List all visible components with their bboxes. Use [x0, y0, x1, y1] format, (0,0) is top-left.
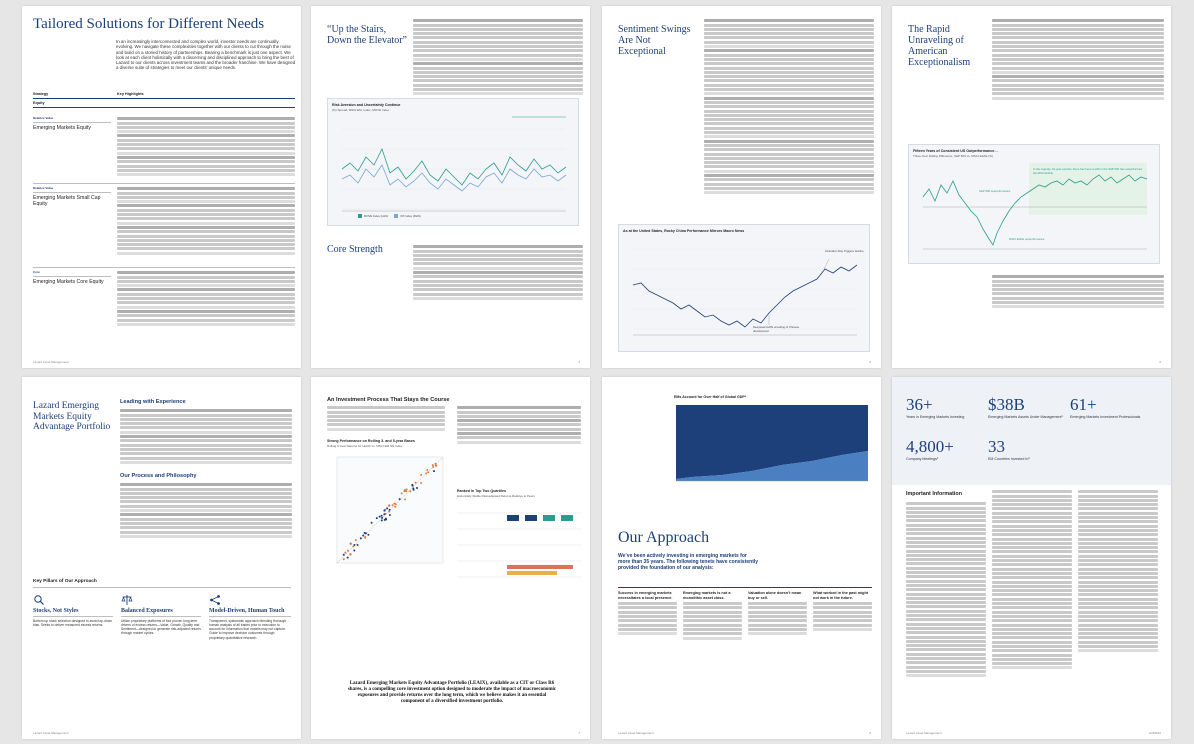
stat-label: EM Countries Invested In³ [988, 457, 1030, 461]
quartile-svg [457, 501, 581, 581]
strategy-tag: Relative Value [33, 186, 54, 190]
strategy-tag: Relative Value [33, 116, 54, 120]
tenet-title: Success in emerging markets necessitates a local presence. [618, 591, 673, 600]
section-heading: Leading with Experience [120, 399, 186, 405]
tenet-card [748, 591, 807, 641]
scatter-point [401, 492, 403, 494]
scatter-point [435, 465, 437, 467]
pillar-card [209, 593, 291, 640]
page-number: 5 [869, 360, 871, 364]
scatter-point [381, 515, 383, 517]
page-footer: Lazard Asset Management [618, 731, 654, 735]
risk-chart [327, 98, 579, 226]
scatter-point [405, 490, 407, 492]
stat-value: 33 [988, 437, 1005, 456]
quartile-table [457, 489, 581, 581]
legend-vix: VIX Index (RHS) [394, 214, 421, 218]
page-number: 7 [578, 731, 580, 735]
page-footer: Lazard Asset Management [33, 360, 69, 364]
us-chart [908, 144, 1160, 264]
move-index-line [342, 149, 566, 185]
page-title: Lazard Emerging Markets Equity Advantage Portfolio [33, 401, 111, 432]
callout-liberation-day: Liberation Day Triggers decline [825, 249, 864, 253]
callout-deepseek: Deepseek tariffs unveiling of Chinese development [753, 325, 800, 333]
scatter-point [357, 544, 359, 546]
scatter-point [404, 498, 406, 500]
stat-value: 61+ [1070, 395, 1097, 414]
highlights-column-header: Key Highlights [117, 92, 144, 96]
pillar-title: Stocks, Not Styles [33, 608, 79, 614]
stat-item [988, 437, 1068, 461]
strategy-row [33, 116, 295, 182]
intro-paragraph: In an increasingly interconnected and complex world, investor needs are continually evolving. We navigate these complexities together with our clients to cut through the noise and build on a storied history of partnerships. Bearing a benchmark is just one aspect. We look at each client holistically with a discerning and disciplined approach to bring the best of Lazard to our clients across investment teams and the broader franchise. We have designed a diverse suite of strategies to meet our clients' unique needs. [116, 39, 296, 71]
equity-section-label: Equity [33, 100, 45, 105]
scatter-point [432, 464, 434, 466]
strategy-column-header: Strategy [33, 92, 49, 96]
tenet-title: Valuation alone doesn’t mean buy or sell. [748, 591, 802, 600]
scatter-point [347, 550, 349, 552]
page-title: Tailored Solutions for Different Needs [33, 16, 265, 32]
page-footer: Lazard Asset Management [33, 731, 69, 735]
pillar-text: Bottom-up stock selection designed to avoid top-down bias. Seeks to deliver measured excess returns. [33, 618, 112, 627]
scatter-point [432, 466, 434, 468]
scatter-point [389, 509, 391, 511]
us-chart-svg [909, 145, 1161, 265]
scatter-point [415, 482, 417, 484]
scatter-point [381, 519, 383, 521]
scatter-point [388, 505, 390, 507]
page-number: 8 [869, 731, 871, 735]
document-code: LR38632 [1148, 731, 1161, 735]
stat-label: Emerging Markets Assets Under Management¹ [988, 415, 1063, 419]
scatter-point [353, 550, 355, 552]
msci-outperformance-label: MSCI EAFE outperformance [1009, 237, 1045, 241]
scatter-point [427, 471, 429, 473]
pillar-card [33, 593, 113, 627]
scatter-point [352, 546, 354, 548]
product-quote: Lazard Emerging Markets Equity Advantage Portfolio (LEAIX), available as a CIT or Class R6 shares, is a compelling core investment option designed to moderate the impact of macroeconomic exposures and provide returns over the long term, which we believe makes it an essential component of a diversified investment portfolio. [347, 681, 557, 704]
scatter-point [371, 522, 373, 524]
page-title: The Rapid Unraveling of American Exceptionalism [908, 24, 971, 68]
tenet-card [618, 591, 677, 641]
risk-chart-svg [328, 99, 580, 227]
china-chart-svg [619, 225, 871, 353]
scatter-point [388, 511, 390, 513]
strategy-row [33, 270, 295, 336]
chart-subtitle: Rolling 3-Year Returns for LEAIX vs. MSCI EM NR Index [327, 444, 403, 448]
chart-title: Strong Performance on Rolling 3- and 5-year Bases [327, 439, 415, 443]
scatter-point [409, 490, 411, 492]
scatter-point [347, 557, 349, 559]
scatter-point [344, 552, 346, 554]
sp-outperformance-label: S&P 500 outperformance [979, 189, 1011, 193]
scatter-point [389, 514, 391, 516]
scatter-point [425, 473, 427, 475]
scatter-point [386, 507, 388, 509]
chart-quote: In the majority, 10-year periods, there has been a shift in the S&P 500 has outperformed the MSCI EAFE [1033, 167, 1142, 175]
table-title: Ranked in Top Two Quartiles [457, 489, 506, 493]
chart-subtitle: (%) Spread, MSCI EM, Index, MOVE Index [332, 108, 390, 112]
page-3 [602, 6, 881, 368]
china-chart [618, 224, 870, 352]
strategy-name: Emerging Markets Equity [33, 124, 91, 131]
scatter-point [355, 539, 357, 541]
tenet-card [683, 591, 742, 641]
approach-title: Our Approach [618, 529, 710, 546]
scatter-point [376, 517, 378, 519]
strategy-tag: Core [33, 270, 40, 274]
scatter-point [360, 537, 362, 539]
gdp-chart-svg [672, 395, 872, 487]
page-4 [892, 6, 1171, 368]
chart-title: EMs Account for Over Half of Global GDP* [674, 395, 747, 399]
page-5 [22, 377, 301, 739]
legend-move: MOVE Index (LHS) [358, 214, 388, 218]
scatter-point [420, 474, 422, 476]
scatter-point [367, 534, 369, 536]
scatter-point [393, 503, 395, 505]
pillar-title: Balanced Exposures [121, 608, 173, 614]
scatter-point [412, 485, 414, 487]
scatter-point [343, 558, 345, 560]
scatter-point [379, 516, 381, 518]
pillar-title: Model-Driven, Human Touch [209, 608, 285, 614]
stat-label: Company Meetings² [906, 457, 939, 461]
page-title: Sentiment Swings Are Not Exceptional [618, 24, 691, 57]
scatter-point [364, 532, 366, 534]
chart-subtitle: Three-Year Rolling Difference, S&P 500 vs. MSCI EAFE (%) [913, 154, 993, 158]
stat-item [1070, 395, 1150, 419]
scatter-point [383, 510, 385, 512]
scatter-point [381, 517, 383, 519]
scatter-point [343, 554, 345, 556]
scatter-point [435, 463, 437, 465]
stat-label: Emerging Markets Investment Professionals [1070, 415, 1141, 419]
scatter-chart [327, 439, 447, 579]
scatter-point [384, 519, 386, 521]
page-1 [22, 6, 301, 368]
stat-item [906, 437, 986, 461]
strategy-row [33, 186, 295, 266]
page-6 [311, 377, 590, 739]
page-title: “Up the Stairs, Down the Elevator” [327, 24, 407, 46]
page-title: An Investment Process That Stays the Course [327, 397, 450, 403]
pillar-text: Transparent, systematic approach blending thorough human analysis of all trades prior to execution to account for information that models may not capture. Guide to improve decision outcomes through proprietary quantitative research. [209, 618, 287, 640]
scatter-point [420, 482, 422, 484]
chart-title: As at the United States, Rocky China Performance Mirrors Macro News [623, 229, 745, 233]
chart-title: Risk Aversion and Uncertainty Continue [332, 103, 401, 107]
stat-item [906, 395, 986, 419]
tenet-card [813, 591, 872, 641]
scatter-point [394, 506, 396, 508]
strategy-name: Emerging Markets Core Equity [33, 278, 104, 285]
gdp-chart [672, 395, 872, 487]
chart-title: Fifteen Years of Consistent US Outperformance… [913, 149, 998, 153]
tenet-title: What worked in the past might not work in the future. [813, 591, 869, 600]
stat-label: Years in Emerging Markets Investing [906, 415, 965, 419]
scatter-point [350, 554, 352, 556]
scatter-point [399, 498, 401, 500]
scatter-point [433, 470, 435, 472]
network-icon [209, 593, 291, 605]
stat-value: $38B [988, 395, 1025, 414]
scatter-chart-svg [327, 453, 447, 577]
page-8 [892, 377, 1171, 739]
scatter-point [406, 488, 408, 490]
stat-value: 36+ [906, 395, 933, 414]
section-heading: Core Strength [327, 244, 383, 255]
page-7 [602, 377, 881, 739]
section-heading: Our Process and Philosophy [120, 473, 197, 479]
scatter-point [403, 490, 405, 492]
balance-icon [121, 593, 201, 605]
scatter-point [350, 543, 352, 545]
important-heading: Important Information [906, 491, 962, 497]
pillar-text: Utilize proprietary platforms of four proven long-term drivers of excess returns—Value, Growth, Quality and Sentiment—designed to generate risk-adjusted returns through market cycles. [121, 618, 201, 636]
scatter-point [364, 537, 366, 539]
china-index-line [633, 265, 857, 327]
table-subtitle: Historically Stable Risk-adjusted Returns Relative to Peers [457, 494, 535, 498]
tenet-title: Emerging markets is not a monolithic asset class. [683, 591, 731, 600]
page-2 [311, 6, 590, 368]
page-number: 4 [578, 360, 580, 364]
scatter-point [383, 513, 385, 515]
pillar-card [121, 593, 201, 636]
scatter-point [413, 489, 415, 491]
pillars-heading: Key Pillars of Our Approach [33, 579, 97, 584]
scatter-point [426, 469, 428, 471]
page-number: 6 [1159, 360, 1161, 364]
magnify-icon [33, 593, 113, 605]
scatter-point [392, 504, 394, 506]
stat-item [988, 395, 1068, 419]
page-footer: Lazard Asset Management [906, 731, 942, 735]
scatter-point [362, 535, 364, 537]
approach-subtitle: We’ve been actively investing in emerging markets for more than 35 years. The following tenets have consistently provided the foundation of our analysis: [618, 553, 759, 571]
scatter-point [416, 487, 418, 489]
stat-value: 4,800+ [906, 437, 954, 456]
strategy-name: Emerging Markets Small Cap Equity [33, 194, 101, 207]
